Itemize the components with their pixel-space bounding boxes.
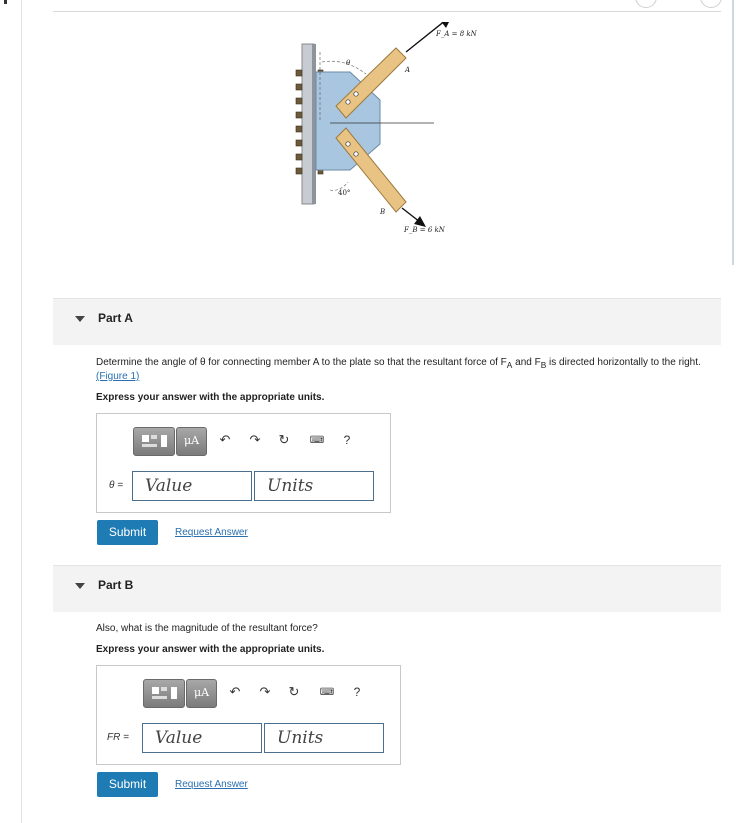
templates-icon (144, 680, 184, 707)
point-b-label: B (380, 208, 386, 216)
part-b-question: Also, what is the magnitude of the resultant force? (96, 623, 318, 634)
theta-label: θ (346, 59, 351, 67)
part-a-answer-box (96, 413, 391, 513)
keyboard-icon[interactable]: ⌨ (309, 434, 325, 446)
units-input[interactable]: Units (254, 471, 374, 501)
angle-40-label: 40° (338, 189, 351, 197)
part-b-header[interactable] (53, 565, 721, 612)
theta-var-label: θ = (109, 480, 124, 491)
redo-icon[interactable]: ↷ (249, 432, 261, 447)
wall-edge (312, 44, 316, 204)
part-a-submit-button[interactable]: Submit (97, 520, 158, 545)
undo-icon[interactable]: ↶ (219, 432, 231, 447)
figure-1-link[interactable]: (Figure 1) (96, 371, 140, 382)
undo-icon[interactable]: ↶ (229, 684, 241, 699)
bolt-b1 (346, 142, 350, 146)
part-a-instruction: Express your answer with the appropriate units. (96, 392, 325, 403)
figure-1 (270, 22, 490, 242)
caret-down-icon[interactable] (75, 583, 85, 589)
keyboard-icon[interactable]: ⌨ (319, 686, 335, 698)
top-mark (4, 0, 7, 4)
reset-icon[interactable]: ↻ (288, 684, 300, 699)
force-b-label: F_B = 6 kN (404, 226, 445, 234)
part-a-title: Part A (98, 311, 133, 325)
force-a-label: F_A = 8 kN (436, 30, 477, 38)
value-input[interactable]: Value (132, 471, 252, 501)
units-input[interactable]: Units (264, 723, 384, 753)
part-b-toolbar (143, 679, 363, 707)
bolt-b2 (354, 152, 358, 156)
caret-down-icon[interactable] (75, 316, 85, 322)
value-input[interactable]: Value (142, 723, 262, 753)
figure-svg (270, 22, 490, 242)
page-border (21, 0, 22, 823)
part-b-instruction: Express your answer with the appropriate units. (96, 644, 325, 655)
templates-button[interactable] (143, 679, 185, 708)
top-circle-button-1[interactable] (635, 0, 657, 8)
right-scroll-edge (732, 0, 734, 265)
help-icon[interactable]: ? (353, 685, 361, 699)
reset-icon[interactable]: ↻ (278, 432, 290, 447)
part-a-toolbar (133, 427, 353, 455)
bolt-a2 (354, 92, 358, 96)
templates-icon (134, 428, 174, 455)
part-b-submit-button[interactable]: Submit (97, 772, 158, 797)
mu-units-button[interactable]: μA (176, 427, 207, 456)
point-a-label: A (405, 66, 411, 74)
part-b-request-answer-link[interactable]: Request Answer (175, 779, 248, 790)
part-a-question: Determine the angle of θ for connecting member A to the plate so that the resultant force of $F_A$ and $F_B$ is directed horizontally to the right.(Figure 1) (96, 357, 701, 382)
top-divider (53, 11, 721, 12)
mu-units-button[interactable]: μA (186, 679, 217, 708)
part-a-header[interactable] (53, 298, 721, 345)
redo-icon[interactable]: ↷ (259, 684, 271, 699)
top-circle-button-2[interactable] (700, 0, 722, 8)
part-b-title: Part B (98, 578, 134, 592)
fr-var-label: FR = (107, 732, 129, 743)
templates-button[interactable] (133, 427, 175, 456)
help-icon[interactable]: ? (343, 433, 351, 447)
part-b-answer-box (96, 665, 401, 765)
part-a-request-answer-link[interactable]: Request Answer (175, 527, 248, 538)
bolt-a1 (346, 100, 350, 104)
